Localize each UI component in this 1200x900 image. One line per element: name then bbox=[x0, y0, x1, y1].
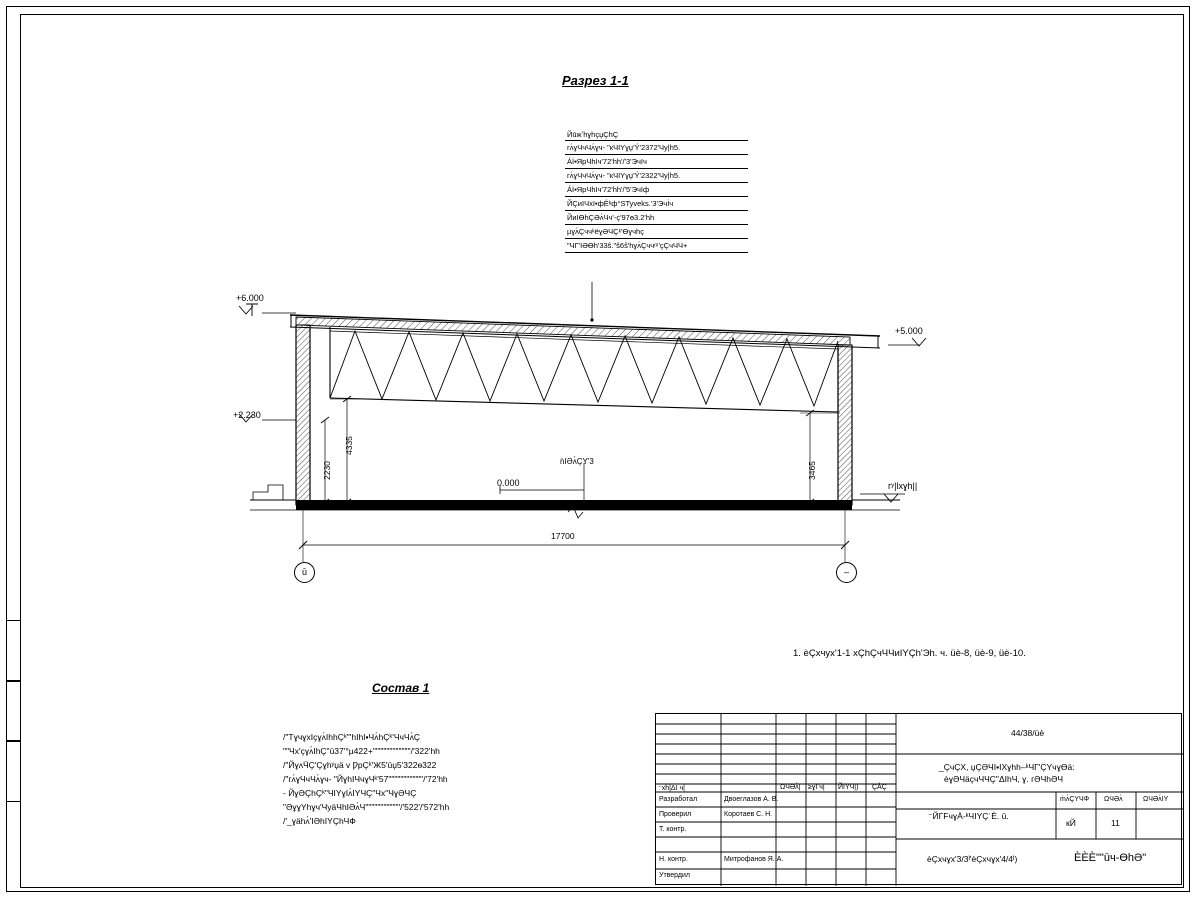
callout-row: гʌ́ɣЧчЧʌ́ɣч- "кЧIYɣџ'Ý'2372'Чу|h5. bbox=[565, 140, 748, 154]
composition-line: ""Чх'çɣʌ́IhÇ"ū37'°µ422+""""""""""""'/'322'hh bbox=[283, 746, 440, 756]
stamp-bottom-center: èÇxчɣx'3/3ᴵ'èÇxчɣx'4/4ᴵ) bbox=[927, 854, 1018, 864]
level-bottom-right: гʸ|lxɣh|| bbox=[888, 481, 918, 491]
span-dimension: 17700 bbox=[551, 531, 575, 541]
stamp-col-header: ΩЧӘʌ́| bbox=[780, 784, 801, 791]
stamp-role: Н. контр. bbox=[659, 856, 688, 863]
stamp-stage-header: ΩЧӘʌ́ bbox=[1104, 796, 1123, 803]
stamp-object-line-1: _ÇчÇX, џÇӘЧI▪IXɣhh–ᵏЧГ'ÇYчɣӨä: bbox=[939, 762, 1075, 772]
level-top-right: +5.000 bbox=[895, 326, 923, 336]
stamp-role: Утвердил bbox=[659, 872, 690, 879]
composition-line: "ӘɣɣYhɣч'ЧуäЧhIӘʌ́Ч"""""""""""'/'522'/'572'hh bbox=[283, 802, 450, 812]
callout-row: ЙÇиIЧхI▪фÉᵏф°STyveks.'3'Эчİч bbox=[565, 196, 748, 210]
stamp-role: Т. контр. bbox=[659, 826, 687, 833]
stamp-stage-header: ΩЧӘʌ́IY bbox=[1143, 796, 1169, 803]
callout-row: гʌ́ɣЧчЧʌ́ɣч- "кЧIYɣџ'Ý'2322'Чу|h5. bbox=[565, 168, 748, 182]
composition-line: /"ЙɣʌӴÇ'Çɣhʸџä v ǷрÇᵏ'Ж5'ūџ5'322ө322 bbox=[283, 760, 437, 770]
stamp-stage-value: кЙ bbox=[1066, 818, 1076, 828]
stamp-col-header: ≥ɣΓч| bbox=[808, 784, 825, 791]
vertical-dimension-4335: 4335 bbox=[344, 436, 354, 455]
stamp-role: Проверил bbox=[659, 811, 692, 818]
stamp-stage-header: ṁʌ́ÇYЧФ bbox=[1060, 796, 1090, 803]
callout-row: "ЧГ'IӘӨh'33ŝ."ŝ6ŝ'hɣʌ́Çччᵐ'çÇчЧЧ+ bbox=[565, 238, 748, 253]
stamp-col-header: ЙIYЧ|) bbox=[838, 784, 859, 791]
stamp-name: Коротаев С. Н. bbox=[724, 811, 773, 818]
callout-row: µɣʌ́ÇччᵏёɣӘЧÇᵏ'Ѳɣчhç bbox=[565, 224, 748, 238]
drawing-note: 1. èÇxчyx'1-1 xÇhÇчЧЧиIYÇh'Эh. ч. üè-8, üè-9, üè-10. bbox=[793, 648, 1026, 659]
level-mid-left: +2.230 bbox=[233, 410, 261, 420]
vertical-dimension-3465: 3465 bbox=[807, 461, 817, 480]
stamp-role: Разработал bbox=[659, 796, 698, 803]
stamp-stage-value: 11 bbox=[1111, 818, 1120, 828]
stamp-name: Двоеглазов А. В. bbox=[724, 796, 779, 803]
stamp-col-header: ÇÀÇ bbox=[872, 784, 887, 791]
stamp-col-header: ⁻xh|ΔI ч| bbox=[658, 785, 685, 792]
composition-line: /"гʌ́ɣЧчЧʌ́ɣч- "ЙɣhIЧчɣЧᵏ'57"""""""""""'/'72'hh bbox=[283, 774, 448, 784]
composition-line: /"TɣчɣxIçɣʌ́IhhÇᵏ"'hIhI▪Чʌ́hÇᵏ'ЧчЧʌ́Ç bbox=[283, 732, 420, 742]
section-title: Разрез 1-1 bbox=[562, 73, 629, 88]
callout-header: ЙūжʼhɣhçџÇhÇ bbox=[567, 130, 619, 139]
level-zero: 0.000 bbox=[497, 478, 520, 488]
composition-title: Состав 1 bbox=[372, 681, 430, 695]
stamp-organization: ÈÈÈ""ūч-ӨhӘ" bbox=[1074, 852, 1147, 864]
stamp-object-line-2: èɣӘЧäçчЧЧÇ"ΔIhЧ, ɣ. гӘЧhӘЧ bbox=[944, 774, 1064, 784]
level-top-left: +6.000 bbox=[236, 293, 264, 303]
composition-line: - ЙɣӘÇhÇᵏ"ЧIYɣIʌ́IYЧÇ"Чх"ЧɣӘЧÇ bbox=[283, 788, 417, 798]
stamp-center-title: ⁻ЙΓFчɣÀ-ᵏЧIYÇˈÈ. ū. bbox=[928, 811, 1009, 821]
stamp-name: Митрофанов Я. А. bbox=[724, 856, 784, 863]
callout-row: Áİ▪ЯрЧhIч'72'hh'/'3'ЭчІч bbox=[565, 154, 748, 168]
callout-row: Áİ▪ЯрЧhIч'72'hh'/'5'ЭчІф bbox=[565, 182, 748, 196]
stamp-doc-code: 44/38/üè bbox=[1011, 728, 1045, 738]
floor-label: ǹIӘʌ́ÇY'3 bbox=[560, 457, 594, 466]
title-block bbox=[655, 713, 1182, 885]
callout-row: ЙиIӨhÇӘʌ́Чч'-ç'97ө3.2'hh bbox=[565, 210, 748, 224]
axis-bubble-left: ū bbox=[294, 562, 315, 583]
composition-line: /'_ɣähʌ́'IӘhIYÇhЧФ bbox=[283, 816, 356, 826]
axis-bubble-right: – bbox=[836, 562, 857, 583]
vertical-dimension-2230: 2230 bbox=[322, 461, 332, 480]
